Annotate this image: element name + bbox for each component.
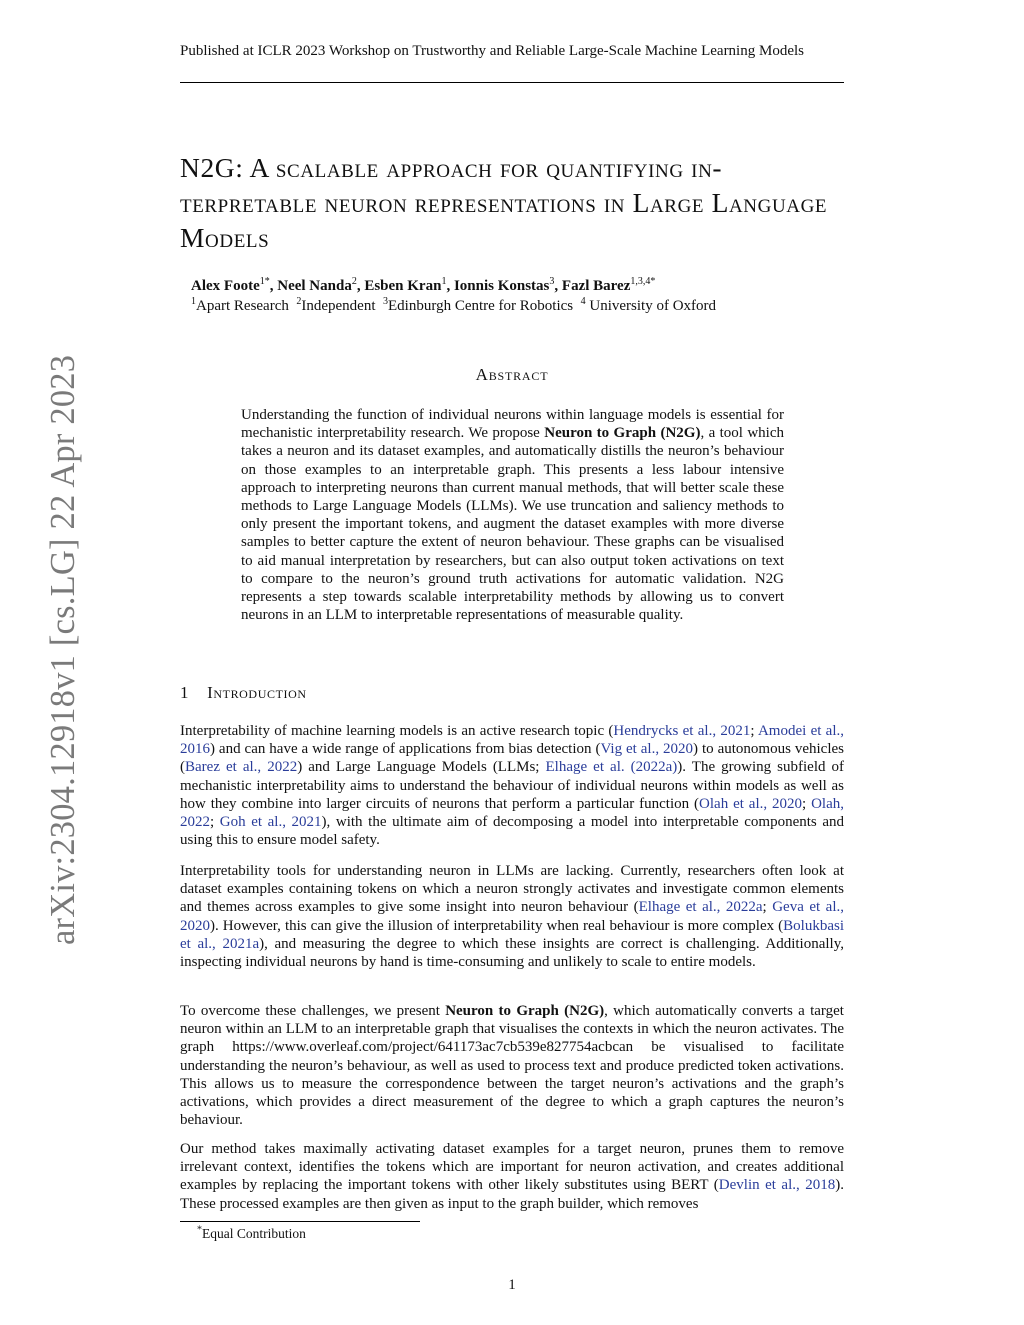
- paper-title: N2G: A scalable approach for quantifying in-terpretable neuron representations in Large Language Models: [180, 152, 828, 253]
- abstract-heading: Abstract: [475, 365, 549, 384]
- paragraph-text: To overcome these challenges, we present: [180, 1003, 446, 1019]
- paragraph-text: ). These processed examples are then given as input to the graph builder, which removes: [180, 1177, 844, 1212]
- paragraph-text: , which automatically converts a target neuron within an LLM to an interpretable graph that visualises the contexts in which the neuron activates. The graph https://www.overleaf.com/project/641173ac7cb539e827754acbcan be visualised to facilitate understanding the neuron’s behaviour, as well as used to process text and produce predicted token activations. This allows us to measure the correspondence between the target neuron’s activations and the graph’s activations, which provides a direct measurement of the degree to which a graph captures the neuron’s behaviour.: [180, 1003, 844, 1129]
- abstract-text: Understanding the function of individual neurons within language models is essential for mechanistic interpretability research. We propose: [241, 407, 784, 442]
- footnote-text: Equal Contribution: [202, 1226, 306, 1241]
- affiliation: University of Oxford: [589, 298, 717, 314]
- citation-link[interactable]: Devlin et al., 2018: [718, 1177, 836, 1194]
- abstract-text: , a tool which takes a neuron and its dataset examples, and automatically distills the neuron’s behaviour on those examples to an interpretable graph. This presents a less labour intensive approach to interpreting neurons than current manual methods, that will better scale these methods to Large Language Models (LLMs). We use truncation and saliency methods to only present the important tokens, and augment the dataset examples with more diverse samples to better capture the extent of neuron behaviour. These graphs can be visualised to aid manual interpretation by researchers, but can also output token activations on text to compare to the neuron’s ground truth activations for automatic validation. N2G represents a step towards scalable interpretability methods by allowing us to convert neurons in an LLM to interpretable representations of measurable quality.: [241, 425, 784, 624]
- paragraph-text: ;: [750, 723, 758, 739]
- paragraph-text: ;: [210, 814, 220, 831]
- citation-link[interactable]: Goh et al., 2021: [219, 814, 322, 831]
- section-heading-introduction: [180, 683, 844, 703]
- affiliation: Independent: [301, 298, 376, 314]
- author-name: Esben Kran: [364, 278, 442, 294]
- author-name: Alex Foote: [191, 278, 260, 294]
- paragraph-text: ), with the ultimate aim of decomposing a model into interpretable components and using this to ensure model safety.: [180, 814, 844, 849]
- paragraph-text: Interpretability of machine learning models is an active research topic (: [180, 723, 614, 739]
- citation-link[interactable]: Geva et al., 2020: [180, 899, 844, 934]
- author-name: Ionnis Konstas: [453, 278, 550, 294]
- running-header: Published at ICLR 2023 Workshop on Trustworthy and Reliable Large-Scale Machine Learning Models: [180, 43, 804, 59]
- intro-paragraph-1: [180, 722, 844, 849]
- section-title: Introduction: [207, 683, 307, 702]
- abstract-body: [241, 406, 784, 624]
- author-name: Neel Nanda: [277, 278, 352, 294]
- citation-link[interactable]: Vig et al., 2020: [600, 741, 694, 758]
- paragraph-text: ) and can have a wide range of applications from bias detection (: [210, 741, 601, 758]
- citation-link[interactable]: Olah et al., 2020: [699, 795, 803, 812]
- intro-paragraph-3: [180, 1002, 844, 1129]
- paragraph-text: ), and measuring the degree to which these insights are correct is challenging. Additionally, inspecting individual neurons by hand is time-consuming and unlikely to scale to entire models.: [180, 935, 844, 971]
- author-name: Fazl Barez: [561, 278, 631, 294]
- affiliation: Edinburgh Centre for Robotics: [388, 298, 574, 314]
- page-number: 1: [508, 1277, 516, 1293]
- citation-link[interactable]: Amodei et al., 2016: [180, 723, 844, 758]
- bold-term: Neuron to Graph (N2G): [445, 1003, 605, 1019]
- abstract-bold-term: Neuron to Graph (N2G): [544, 425, 701, 442]
- author-block: [191, 276, 851, 316]
- affiliation-mark: 4: [580, 296, 586, 307]
- paragraph-text: ). However, this can give the illusion of interpretability when real behaviour is more complex (: [210, 917, 784, 934]
- intro-paragraph-2: [180, 862, 844, 971]
- footnote: [197, 1225, 306, 1242]
- citation-link[interactable]: Elhage et al. (2022a): [545, 759, 678, 776]
- paragraph-text: ) to autonomous vehicles (: [180, 741, 845, 776]
- header-rule: [180, 82, 844, 83]
- citation-link[interactable]: Hendrycks et al., 2021: [613, 723, 751, 739]
- author-affiliation-mark: 1*: [259, 276, 270, 287]
- author-affiliation-mark: 2: [351, 276, 357, 287]
- citation-link[interactable]: Elhage et al., 2022a: [638, 899, 763, 916]
- paragraph-text: ) and Large Language Models (LLMs;: [297, 759, 546, 776]
- paragraph-text: Our method takes maximally activating dataset examples for a target neuron, prunes them to remove irrelevant context, identifies the tokens which are important for neuron activation, and creates additional examples by replacing the important tokens with other likely substitutes using BERT (: [180, 1141, 844, 1194]
- paragraph-text: ;: [802, 795, 812, 812]
- arxiv-identifier-stamp: arXiv:2304.12918v1 [cs.LG] 22 Apr 2023: [44, 354, 82, 945]
- affiliation-mark: 1: [191, 296, 196, 307]
- affiliation-mark: 3: [383, 296, 389, 307]
- footnote-mark: *: [197, 1224, 202, 1236]
- affiliation: Apart Research: [196, 298, 289, 314]
- intro-paragraph-4: [180, 1140, 844, 1213]
- author-affiliation-mark: 3: [549, 276, 555, 287]
- paragraph-text: Interpretability tools for understanding neuron in LLMs are lacking. Currently, researchers often look at dataset examples containing tokens on which a neuron strongly activates and investigate common elements and themes across examples to give some insight into neuron behaviour (: [180, 863, 844, 916]
- author-affiliation-mark: 1,3,4*: [630, 276, 656, 287]
- author-affiliations: [191, 296, 851, 316]
- author-names: Alex Foote$^{1*}$, Neel Nanda$^2$, Esben Kran$^1$, Ionnis Konstas$^3$, Fazl Barez$^{1,3,4*}$: [191, 276, 656, 294]
- section-number: 1: [180, 683, 190, 702]
- affiliation-mark: 2: [296, 296, 302, 307]
- citation-link[interactable]: Olah, 2022: [180, 795, 845, 831]
- paragraph-text: ). The growing subfield of mechanistic interpretability aims to understand the behaviour of individual neurons within models as well as how they combine into larger circuits of neurons that perform a particular function (: [180, 759, 845, 812]
- paragraph-text: ;: [762, 899, 773, 916]
- citation-link[interactable]: Bolukbasi et al., 2021a: [180, 917, 844, 952]
- citation-link[interactable]: Barez et al., 2022: [185, 759, 298, 776]
- footnote-rule: [180, 1221, 420, 1222]
- author-affiliation-mark: 1: [441, 276, 447, 287]
